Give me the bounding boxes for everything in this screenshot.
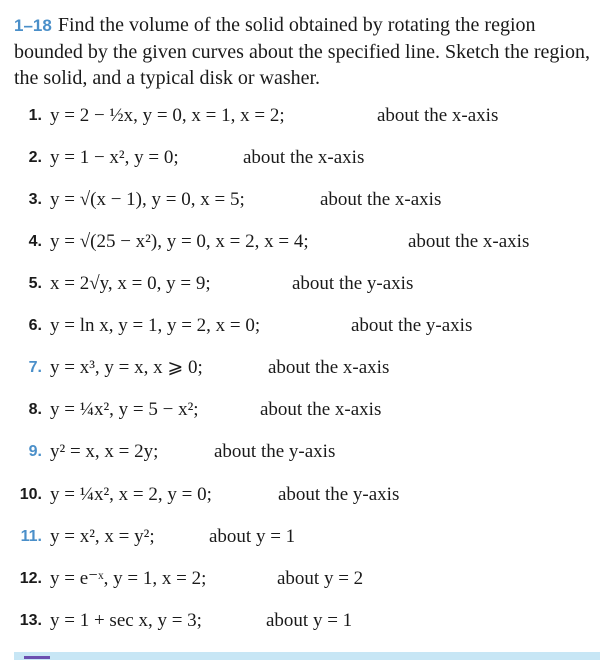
rotation-axis: about y = 2: [277, 568, 364, 589]
problem-number: 2.: [28, 149, 42, 166]
rotation-axis: about the y-axis: [214, 441, 336, 462]
next-section-band: [14, 652, 600, 660]
problem-equation: y = √(25 − x²), y = 0, x = 2, x = 4;: [50, 231, 309, 252]
problem-equation: y = x², x = y²;: [50, 526, 155, 547]
instructions-text: Find the volume of the solid obtained by rotating the region bounded by the given curves about the specified line. Sketch the region, the solid, and a typical disk or washer.: [14, 14, 590, 89]
problem-number: 4.: [28, 233, 42, 250]
rotation-axis: about the x-axis: [260, 399, 382, 420]
problem-equation: y² = x, x = 2y;: [50, 441, 159, 462]
problem-number: 5.: [28, 275, 42, 292]
rotation-axis: about y = 1: [266, 610, 353, 631]
problem-equation: y = 1 + sec x, y = 3;: [50, 610, 202, 631]
problem-equation: y = ¼x², x = 2, y = 0;: [50, 484, 212, 505]
problem-number: 12.: [19, 570, 42, 587]
problem-item: [0, 480, 600, 510]
problem-item: [0, 101, 600, 131]
next-section-marker: [24, 656, 50, 659]
problem-number: 10.: [19, 486, 42, 503]
rotation-axis: about y = 1: [209, 526, 296, 547]
rotation-axis: about the x-axis: [243, 147, 365, 168]
problem-number: 7.: [28, 359, 42, 376]
rotation-axis: about the y-axis: [351, 315, 473, 336]
problem-range: 1–18: [14, 16, 52, 35]
rotation-axis: about the y-axis: [278, 484, 400, 505]
problem-item: [0, 395, 600, 425]
rotation-axis: about the x-axis: [268, 357, 390, 378]
problem-number: 9.: [28, 443, 42, 460]
problem-number: 1.: [28, 107, 42, 124]
problem-item: [0, 564, 600, 594]
problem-equation: y = x³, y = x, x ⩾ 0;: [50, 357, 203, 378]
problem-equation: y = 1 − x², y = 0;: [50, 147, 179, 168]
rotation-axis: about the x-axis: [408, 231, 530, 252]
problem-item: [0, 522, 600, 552]
problem-equation: y = e⁻ˣ, y = 1, x = 2;: [50, 568, 207, 589]
problem-item: [0, 606, 600, 636]
problem-item: [0, 311, 600, 341]
problem-equation: y = ¼x², y = 5 − x²;: [50, 399, 199, 420]
problem-number: 13.: [19, 612, 42, 629]
intro-paragraph: [14, 12, 590, 91]
problem-item: [0, 227, 600, 257]
rotation-axis: about the x-axis: [377, 105, 499, 126]
problem-equation: y = √(x − 1), y = 0, x = 5;: [50, 189, 245, 210]
problem-equation: y = 2 − ½x, y = 0, x = 1, x = 2;: [50, 105, 285, 126]
problem-equation: x = 2√y, x = 0, y = 9;: [50, 273, 211, 294]
problem-number: 11.: [20, 528, 42, 545]
problem-item: [0, 437, 600, 467]
problem-equation: y = ln x, y = 1, y = 2, x = 0;: [50, 315, 261, 336]
problem-number: 8.: [28, 401, 42, 418]
problem-item: [0, 143, 600, 173]
problem-number: 6.: [28, 317, 42, 334]
problem-item: [0, 353, 600, 383]
rotation-axis: about the y-axis: [292, 273, 414, 294]
rotation-axis: about the x-axis: [320, 189, 442, 210]
problem-number: 3.: [28, 191, 42, 208]
problem-item: [0, 185, 600, 215]
problem-item: [0, 269, 600, 299]
